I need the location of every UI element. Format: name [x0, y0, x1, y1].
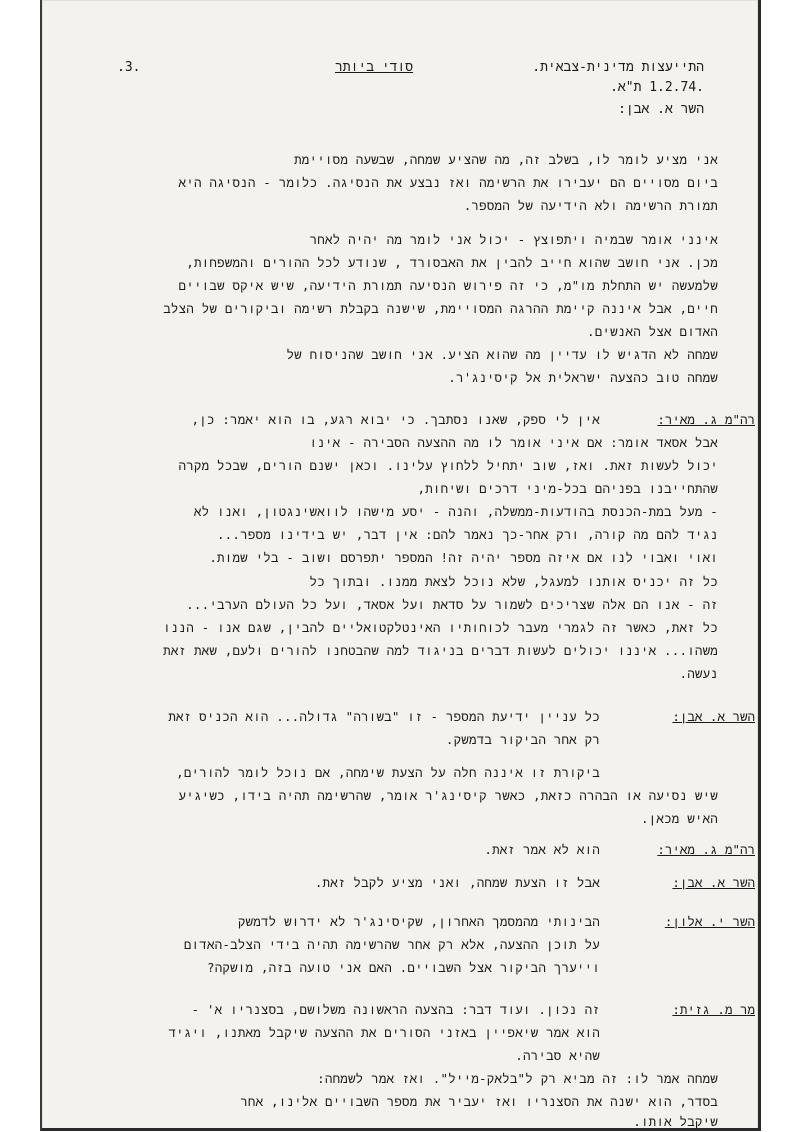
speaker-label: רה"מ ג. מאיר: [657, 842, 755, 857]
speech-line: יכול לעשות זאת. ואז, שוב יתחיל ללחוץ עלינו. וכאן ישנם הורים, שבכל מקרה [178, 458, 718, 473]
speech-line: שיש נסיעה או הבהרה כזאת, כאשר קיסינג'ר אומר, שהרשימה תהיה בידו, כשיגיע [178, 788, 718, 803]
speech-line: כל עניין ידיעת המספר - זו "בשורה" גדולה... הוא הכניס זאת [168, 709, 600, 724]
speech-line: בסדר, הוא ישנה את הסצנריו ואז יעביר את מספר השבויים אלינו, אחר [240, 1094, 718, 1109]
speech-line: אבל אסאד אומר: אם איני אומר לו מה ההצעה הסבירה - אינו [309, 435, 718, 450]
speech-line: הבינותי מהמסמך האחרון, שקיסינג'ר לא ידרוש לדמשק [237, 914, 600, 929]
paragraph-line: שלמעשה יש התחלת מו"מ, כי זה פירוש הנסיעה תמורת הידיעה, שיש איקס שבויים [178, 278, 718, 293]
header-date: .1.2.74 ת"א. [610, 80, 704, 95]
speech-line: ביקורת זו איננה חלה על הצעת שימחה, אם נוכל לומר להורים, [176, 765, 600, 780]
speaker-label: השר א. אבן: [672, 875, 755, 890]
speech-line: ואוי ואבוי לנו אם איזה מספר יהיה זה! המספר יתפרסם ושוב - בלי שמות. [209, 550, 718, 565]
speech-line: נגיד להם מה קורה, ורק אחר-כך נאמר להם: אין דבר, יש בידינו מספר... [216, 527, 718, 542]
speech-line: כל זה יכניס אותנו למעגל, שלא נוכל לצאת ממנו. ובתוך כל [309, 574, 718, 589]
paragraph-line: שמחה טוב כהצעה ישראלית אל קיסינג'ר. [448, 370, 718, 385]
speech-line: משהו... איננו יכולים לעשות דברים בניגוד למה שהבטחנו להורים ולעם, שאת זאת [163, 643, 718, 658]
speech-line: שהיא סבירה. [515, 1048, 600, 1063]
speech-line: זה - אנו הם אלה שצריכים לשמור על סדאת ועל אסאד, ועל כל העולם הערבי... [186, 597, 718, 612]
speech-line: הוא אמר שיאפיין באזני הסורים את ההצעה שיקבל מאתנו, ויגיד [168, 1025, 600, 1040]
paragraph-line: אני מציע לומר לו, בשלב זה, מה שהציע שמחה, שבשעה מסויימת [294, 152, 718, 167]
speech-line: וייערך הביקור אצל השבויים. האם אני טועה בזה, מושקה? [206, 960, 600, 975]
speaker-label: מר מ. גזית: [672, 1002, 755, 1017]
paragraph-line: האדום אצל האנשים. [587, 324, 718, 339]
scan-edge-right [758, 0, 761, 1131]
paragraph-line: שמחה לא הדגיש לו עדיין מה שהוא הציע. אני חושב שהניסוח של [286, 347, 718, 362]
speech-line: שמחה אמר לו: זה מביא רק ל"בלאק-מייל". ואז אמר לשמחה: [317, 1071, 718, 1086]
speech-line: על תוכן ההצעה, אלא רק אחר שהרשימה תהיה בידי הצלב-האדום [183, 937, 600, 952]
page-number: .3. [117, 60, 141, 75]
speech-line: שהתחייבנו בפניהם בכל-מיני דרכים ושיחות, [417, 481, 718, 496]
header-org: התייעצות מדינית-צבאית. [532, 60, 704, 75]
speech-line: כל זאת, כאשר זה לגמרי מעבר לכוחותיו האינטלקטואליים להבין, שגם אנו - הננו [163, 620, 718, 635]
speaker-label: השר י. אלון: [664, 914, 755, 929]
paragraph-line: תמורת הרשימה ולא הידיעה של המספר. [463, 198, 718, 213]
speaker-label: רה"מ ג. מאיר: [657, 412, 755, 427]
speech-line: - מעל במת-הכנסת בהודעות-ממשלה, והנה - יסע מישהו לוואשינגטון, ואנו לא [193, 504, 718, 519]
speech-line: אבל זו הצעת שמחה, ואני מציע לקבל זאת. [314, 875, 600, 890]
opening-speaker: השר א. אבן: [618, 102, 704, 117]
paragraph-line: אינני אומר שבמיה ויתפוצץ - יכול אני לומר מה יהיה לאחר [309, 232, 718, 247]
header-classification: סודי ביותר [335, 60, 414, 75]
speech-line: אין לי ספק, שאנו נסתבך. כי יבוא רגע, בו הוא יאמר: כן, [191, 412, 600, 427]
speech-line: זה נכון. ועוד דבר: בהצעה הראשונה משלושם, בסצנריו א' - [191, 1002, 600, 1017]
speech-line: נעשה. [679, 666, 718, 681]
paragraph-line: ביום מסויים הם יעבירו את הרשימה ואז נבצע את הנסיגה. כלומר - הנסיגה היא [178, 175, 718, 190]
speech-line: שיקבל אותו. [633, 1114, 718, 1129]
speech-line: רק אחר הביקור בדמשק. [445, 732, 600, 747]
speech-line: האיש מכאן. [640, 811, 718, 826]
paragraph-line: מכן. אני חושב שהוא חייב להבין את האבסורד , שנודע לכל ההורים והמשפחות, [186, 255, 718, 270]
paragraph-line: חיים, אבל איננה קיימת ההרגה המסויימת, שישנה בקבלת רשימה וביקורים של הצלב [163, 301, 718, 316]
speech-line: הוא לא אמר זאת. [484, 842, 600, 857]
speaker-label: השר א. אבן: [672, 709, 755, 724]
